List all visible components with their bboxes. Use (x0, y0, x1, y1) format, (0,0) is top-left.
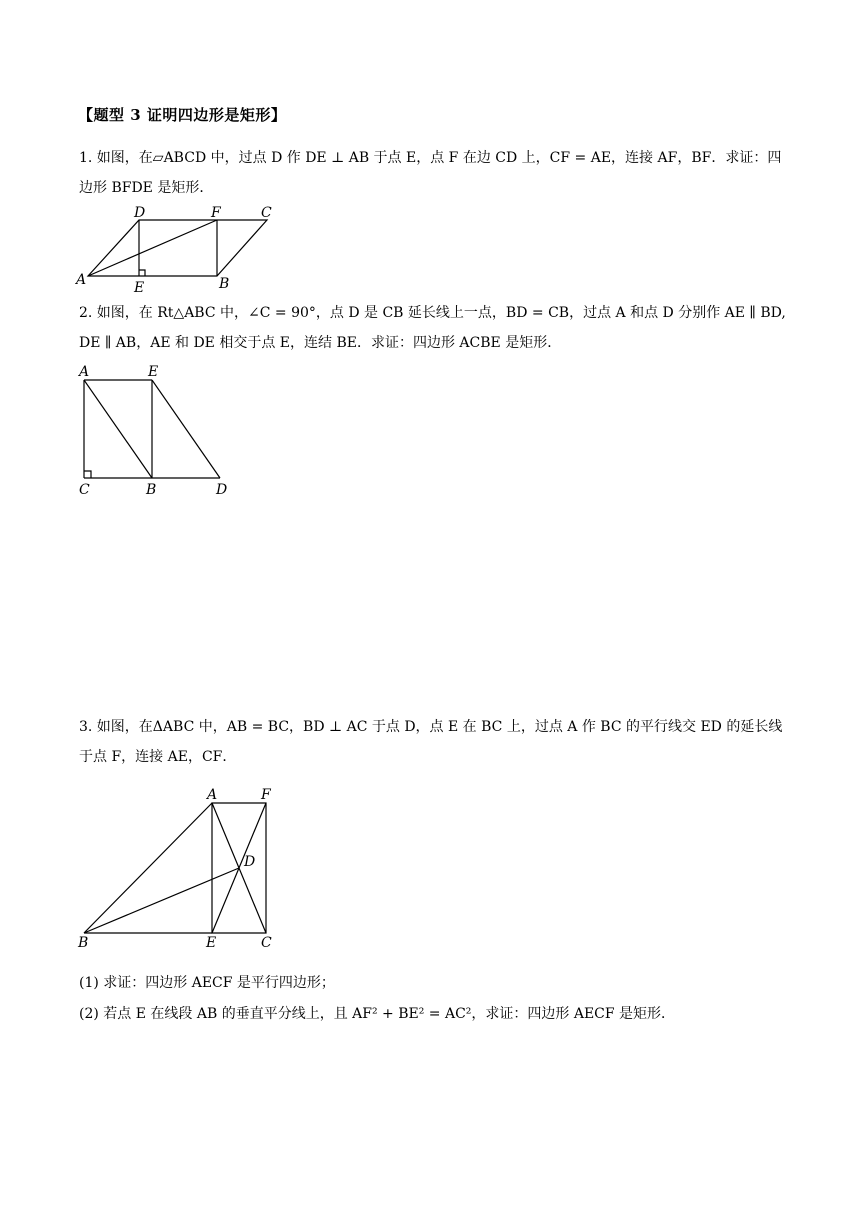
right-angle-mark (139, 270, 145, 276)
label-f: F (211, 205, 221, 221)
label-b: B (146, 482, 157, 498)
label-d: D (244, 854, 256, 870)
label-e: E (206, 935, 217, 951)
label-e: E (134, 280, 145, 296)
problem-3-sub-1: (1) 求证：四边形 AECF 是平行四边形； (79, 975, 335, 991)
label-e: E (148, 364, 159, 380)
label-b: B (78, 935, 89, 951)
right-angle-mark (84, 471, 91, 478)
label-c: C (261, 935, 272, 951)
label-d: D (134, 205, 146, 221)
problem-1-text: 1. 如图，在▱ABCD 中，过点 D 作 DE ⊥ AB 于点 E，点 F 在边 CD 上，CF = AE，连接 AF，BF．求证：四边形 BFDE 是矩形． (79, 150, 782, 196)
problem-2-text: 2. 如图，在 Rt△ABC 中，∠C = 90°，点 D 是 CB 延长线上一点，BD = CB，过点 A 和点 D 分别作 AE ∥ BD, DE ∥ AB，AE 和 DE 相交于点 E，连结 BE．求证：四边形 ACBE 是矩形． (79, 305, 786, 351)
label-f: F (261, 787, 271, 803)
label-d: D (216, 482, 228, 498)
problem-3-sub-2: (2) 若点 E 在线段 AB 的垂直平分线上，且 AF² + BE² = AC²，求证：四边形 AECF 是矩形． (79, 1006, 676, 1022)
label-a: A (79, 364, 90, 380)
parallelogram-abcd (88, 220, 267, 276)
label-a: A (76, 272, 87, 288)
problem-2-figure (70, 362, 240, 502)
problem-1-figure (70, 200, 290, 295)
label-c: C (261, 205, 272, 221)
problem-3-figure (70, 785, 290, 955)
problem-3-text: 3. 如图，在ΔABC 中，AB = BC，BD ⊥ AC 于点 D，点 E 在 BC 上，过点 A 作 BC 的平行线交 ED 的延长线于点 F，连接 AE，CF． (79, 719, 783, 765)
label-c: C (79, 482, 90, 498)
label-b: B (219, 276, 230, 292)
label-a: A (207, 787, 218, 803)
section-heading: 【题型 3 证明四边形是矩形】 (78, 106, 287, 124)
segment-af (88, 220, 217, 276)
segment-ed (152, 380, 220, 478)
segment-ab (84, 380, 152, 478)
segment-ab (84, 803, 212, 933)
